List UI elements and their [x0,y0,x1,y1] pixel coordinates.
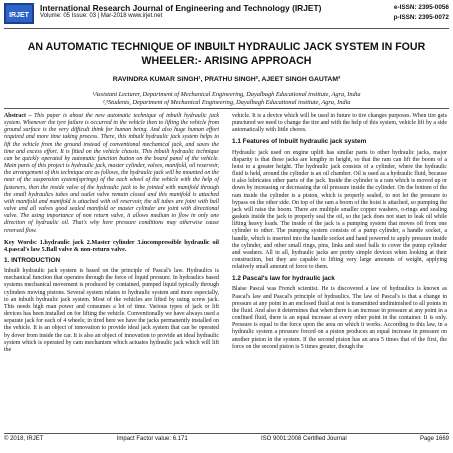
footer-divider [4,433,449,434]
abstract-text: This paper is about the new automatic technique of inbuilt hydraulic jack system. Whenever the tyre failure is occurred in the vehicle then to lifting the vehicle from ground surface is the very difficult think for human being. And also huge human effort required and more time taking process. There, this inbuilt hydraulic jack system helps to lift the vehicle from the ground instead of conventional mechanical jack, and saves the time and excess effort. It is fitted on the vehicle chassis. This inbuilt hydraulic technique can be quickly operated by automatic function button on the board panel of the vehicle. Main parts of this project is hydraulic jack, master cylinder, valves, manifold, oil reservoir, the arrangement of this technique are as follows, the hydraulic jack will be mounted on the near of the suspension system(springs) of the each wheel of the vehicle with the help of fasteners, then the inside valve of the hydraulic jack to be jointed with manifold through the small hydraulics tubes and outlet valve remain closed and this manifold is attached with manifold and manifold is attached with oil reservoir, the all tubes are joint with ball valve and all valves good sealed manifold or master cylinder are joint with directional valve. The using importance of non return valve, it allows medium to flow in only one direction of hydraulic oil. That's why here pressure conditions may otherwise cause reversed flow. [4,113,219,234]
section-1-2-heading: 1.2 Pascal's law for hydraulic jack [232,275,335,283]
section-1-continued: vehicle. It is a device which will be used in future to tire changes purposes. When tire gets punctured we need to change the tire and with the help of this system, vehicle lift by a side automatically with little chores. [232,113,447,134]
iso-cert: ISO 9001:2008 Certified Journal [260,436,347,442]
svg-text:IRJET: IRJET [9,12,29,19]
volume-issue: Volume: 05 Issue: 03 | Mar-2018 www.irjet.net [40,13,163,19]
abstract [4,113,219,235]
pissn: p-ISSN: 2395-0072 [393,14,449,21]
journal-header [0,0,453,28]
eissn: e-ISSN: 2395-0056 [393,4,449,11]
affiliation-1: ¹Assistant Lecturer, Department of Mechanical Engineering, Dayalbagh Educational institute, Agra, India [92,91,361,98]
keywords: Key Words: 1.hydraulic jack 2.Master cylinder 3.incompressible hydraulic oil 4.pascal's law 5.Ball valve & non-return valve. [4,238,219,253]
section-1-heading: 1. INTRODUCTION [4,256,61,264]
section-1-text: Inbuilt hydraulic jack system is based on the principle of Pascal's law. Hydraulics is mechanical function that operates through the force of liquid pressure. In hydraulics based systems mechanical movement is produced by contained, pumped liquid typically through cylinders moving pistons. Several system relates to hydraulic system and more especially, to an inbuilt hydraulic jack system. Most of the vehicles are lifted by using screw jack. This needs high man power and consumes a lot of time. Various types of jack or lift devices has been installed on for lifting the vehicle. Conventionally we have always used a separate jack for each of 4 wheels; in tired here we have the jacks permanently installed on the vehicle. It is an object of innovation to provide ideal jack system that can be operated by dover from inside the car. It is also an object of innovation to provide an ideal hydraulic system which is operated by cam mechanism which actuates hydraulic jack which will lift the [4,268,219,353]
issn-block [394,3,449,23]
affiliations [8,91,445,107]
header-divider [4,28,449,29]
journal-name: International Research Journal of Engineering and Technology (IRJET) [40,3,322,13]
section-1-2-text: Blaise Pascal was French scientist. He is discovered a law of hydraulics is known as Pascal's law and Pascal's principle of hydraulics. The law of Pascal's is that a change in pressure at any point in an enclosed fluid at rest is transmitted undiminished to all points in the fluid. And also it determines that when there is an increase in pressure at any point in a confined fluid, there is an equal increase at every other point in the container. It is only. Pressure is equal to the force upon the area on which it works. According to this law, in a hydraulic system a pressure forced on a piston produces an equal increase in pressure on another piston in the system. If the second piston has an area 5 times that of the first, the force on the second piston is 5 times greater, though the [232,286,447,350]
copyright: © 2018, IRJET [4,436,44,442]
affiliation-2: ²,³Students, Department of Mechanical Engineering, Dayalbagh Educational institute, Agra, India [102,99,351,106]
paper-title: AN AUTOMATIC TECHNIQUE OF INBUILT HYDRAULIC JACK SYSTEM IN FOUR WHEELER:- ARISING APPROACH [27,41,426,67]
impact-factor: Impact Factor value: 6.171 [116,436,188,442]
right-column [232,113,447,355]
affiliation-divider [4,108,449,109]
page-footer [4,436,449,442]
section-1-1-text: Hydraulic jack used on engine uplift has similar parts to other hydraulic jacks, major disparity is that these jacks are lengthy in height, so that the ram can lift the boom of a hoist to a greater height. The hydraulic jack consists of a cylinder, where the hydraulic fluid is held, around the cylinder is an oil chamber. Oil is used as a hydraulic fluid, because it also lubricates other parts of the jack. Inside the cylinder is a ram which is moved up or down by increasing or decreasing the oil pressure inside the cylinder. On the bottom of the ram inside the cylinder is a piston, which is properly sealed, to not let the pressure to bypass on the other side. On top of the ram a boom of the hoist is attached, so pumping the jack will raise the boom. There are multiple smaller copper washers, o-rings and sealing gaskets inside the jack to properly seal the oil, so the jack does not start to leak oil while lifting heavy loads. The inside of the jack is a pumping system that moves oil from one cylinder to other. The pumping system consists of a pump cylinder, a handle socket, a handle, which is inserted into the handle socket and hand powered to apply pressure inside the cylinder, and other small rings, pins, links and steel balls to cover the pump cylinder and washers. All in all, hydraulic jacks are pretty simple devices when looking at their construction, but they are capable to lifting very large amounts of weight, applying relatively small amount of force to them. [232,149,447,271]
page-number: Page 1669 [419,436,449,442]
irjet-logo [4,3,34,24]
abstract-label: Abstract – [4,113,32,119]
section-1-1-heading: 1.1 Features of Inbuilt hydraulic jack system [232,138,367,146]
paper-authors: RAVINDRA KUMAR SINGH¹, PRATHU SINGH², AJEET SINGH GAUTAM³ [112,76,341,83]
left-column [4,113,219,358]
